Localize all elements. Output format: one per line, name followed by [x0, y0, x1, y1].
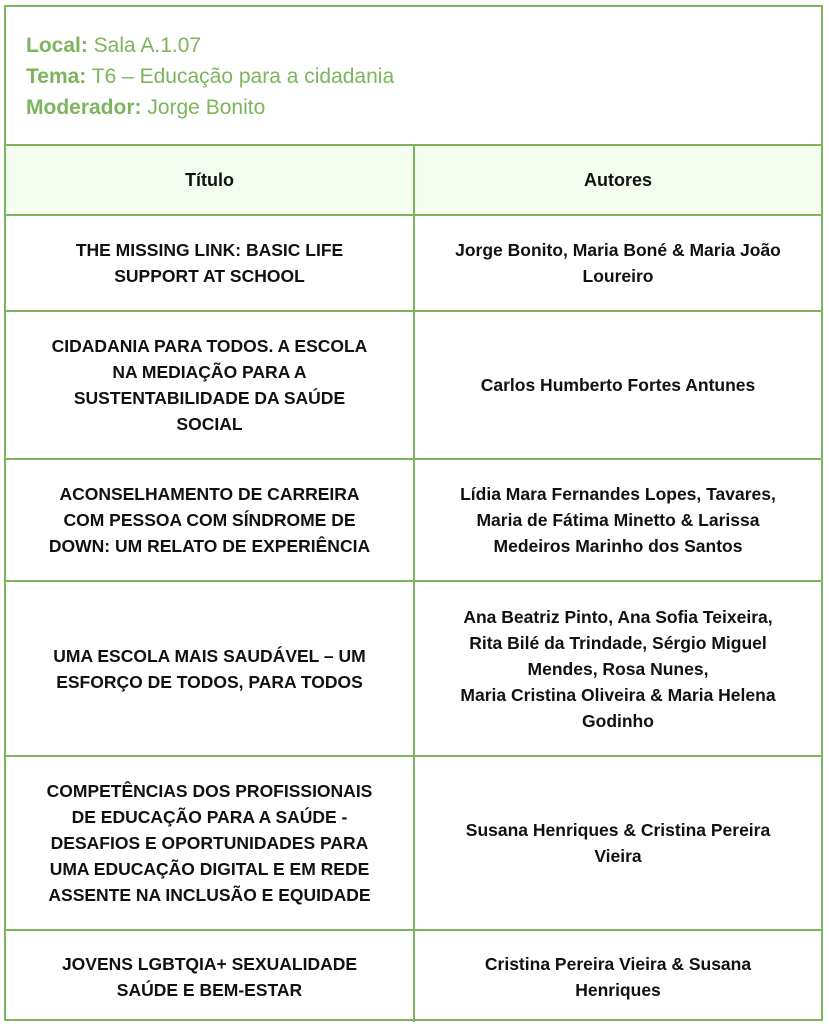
tema-line: [26, 61, 821, 92]
paper-title: CIDADANIA PARA TODOS. A ESCOLA NA MEDIAÇÃO PARA A SUSTENTABILIDADE DA SAÚDE SOCIAL: [6, 312, 415, 458]
paper-title: ACONSELHAMENTO DE CARREIRA COM PESSOA COM SÍNDROME DE DOWN: UM RELATO DE EXPERIÊNCIA: [6, 460, 415, 580]
local-line: [26, 30, 821, 61]
column-header-title: Título: [6, 146, 415, 214]
table-row: [6, 216, 821, 312]
paper-title: THE MISSING LINK: BASIC LIFE SUPPORT AT SCHOOL: [6, 216, 415, 310]
paper-authors: Ana Beatriz Pinto, Ana Sofia Teixeira, Rita Bilé da Trindade, Sérgio Miguel Mendes, Rosa Nunes, Maria Cristina Oliveira & Maria Helena Godinho: [460, 606, 776, 731]
papers-table: [6, 146, 821, 1022]
session-card: [4, 5, 823, 1021]
paper-title: JOVENS LGBTQIA+ SEXUALIDADE SAÚDE E BEM-ESTAR: [6, 931, 415, 1022]
table-row: [6, 460, 821, 582]
moderador-line: [26, 92, 821, 123]
tema-label: Tema:: [26, 65, 87, 88]
session-info: [6, 7, 821, 146]
table-row: [6, 582, 821, 757]
paper-title: COMPETÊNCIAS DOS PROFISSIONAIS DE EDUCAÇÃO PARA A SAÚDE - DESAFIOS E OPORTUNIDADES PARA UMA EDUCAÇÃO DIGITAL E EM REDE ASSENTE NA INCLUSÃO E EQUIDADE: [6, 757, 415, 929]
paper-authors: Carlos Humberto Fortes Antunes: [480, 375, 756, 395]
table-row: [6, 757, 821, 931]
paper-authors: Jorge Bonito, Maria Boné & Maria João Loureiro: [455, 240, 781, 286]
paper-authors: Susana Henriques & Cristina Pereira Vieira: [465, 820, 771, 866]
moderador-label: Moderador:: [26, 96, 142, 119]
table-row: [6, 312, 821, 460]
moderador-value: Jorge Bonito: [141, 96, 266, 119]
tema-value: T6 – Educação para a cidadania: [86, 65, 395, 88]
paper-title: UMA ESCOLA MAIS SAUDÁVEL – UM ESFORÇO DE TODOS, PARA TODOS: [6, 582, 415, 755]
local-value: Sala A.1.07: [87, 34, 202, 57]
column-header-authors: Autores: [415, 146, 821, 214]
table-header-row: [6, 146, 821, 216]
paper-authors: Cristina Pereira Vieira & Susana Henriques: [484, 953, 752, 1000]
table-row: [6, 931, 821, 1022]
paper-authors: Lídia Mara Fernandes Lopes, Tavares, Maria de Fátima Minetto & Larissa Medeiros Marinho dos Santos: [460, 484, 776, 556]
local-label: Local:: [26, 34, 88, 57]
